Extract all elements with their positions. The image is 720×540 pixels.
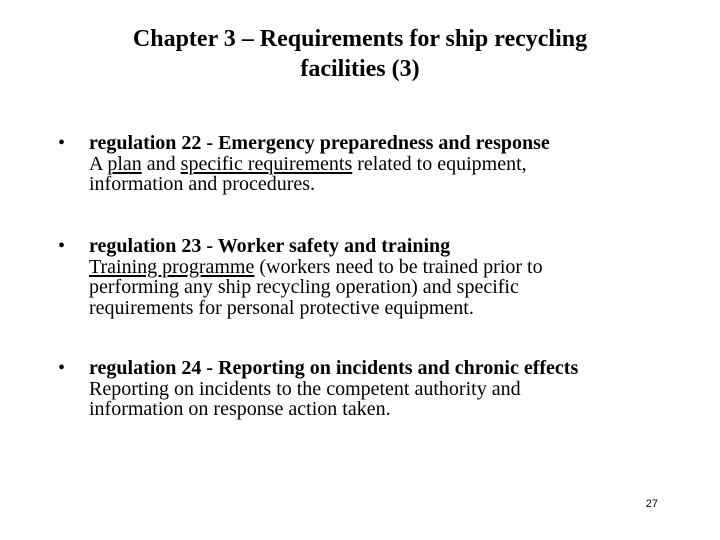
page-number: 27 xyxy=(645,498,658,510)
text-fragment: related to equipment, xyxy=(352,152,527,175)
bullet-body-line xyxy=(89,257,698,278)
bullet-regulation-23 xyxy=(58,236,698,318)
bullet-body-line xyxy=(89,154,698,175)
underlined-term-specific-requirements: specific requirements xyxy=(180,152,353,175)
bullet-regulation-22 xyxy=(58,133,698,195)
text-fragment: and xyxy=(141,152,181,175)
bullet-heading: regulation 23 - Worker safety and training xyxy=(89,235,451,257)
bullet-heading: regulation 22 - Emergency preparedness and response xyxy=(89,132,550,154)
bullet-body-line: information on response action taken. xyxy=(89,398,391,420)
title-line-1: Chapter 3 – Requirements for ship recycling xyxy=(132,26,588,52)
bullet-body-line: requirements for personal protective equipment. xyxy=(89,296,474,319)
bullet-regulation-24 xyxy=(58,358,698,420)
bullet-body xyxy=(89,379,698,420)
bullet-dot-icon: • xyxy=(58,357,66,379)
bullet-body-line: performing any ship recycling operation) and specific xyxy=(89,276,519,298)
slide-title xyxy=(60,24,660,84)
title-line-2: facilities (3) xyxy=(300,56,420,82)
text-fragment: A xyxy=(89,152,108,175)
bullet-dot-icon: • xyxy=(58,132,66,154)
bullet-heading: regulation 24 - Reporting on incidents and chronic effects xyxy=(89,357,579,379)
bullet-dot-icon: • xyxy=(58,235,66,257)
underlined-term-training-programme: Training programme xyxy=(89,255,255,278)
bullet-body xyxy=(89,154,698,195)
underlined-term-plan: plan xyxy=(107,152,142,175)
bullet-body xyxy=(89,257,698,319)
bullet-body-line: information and procedures. xyxy=(89,173,316,195)
bullet-body-line: Reporting on incidents to the competent authority and xyxy=(89,377,521,400)
text-fragment: (workers need to be trained prior to xyxy=(254,255,543,278)
